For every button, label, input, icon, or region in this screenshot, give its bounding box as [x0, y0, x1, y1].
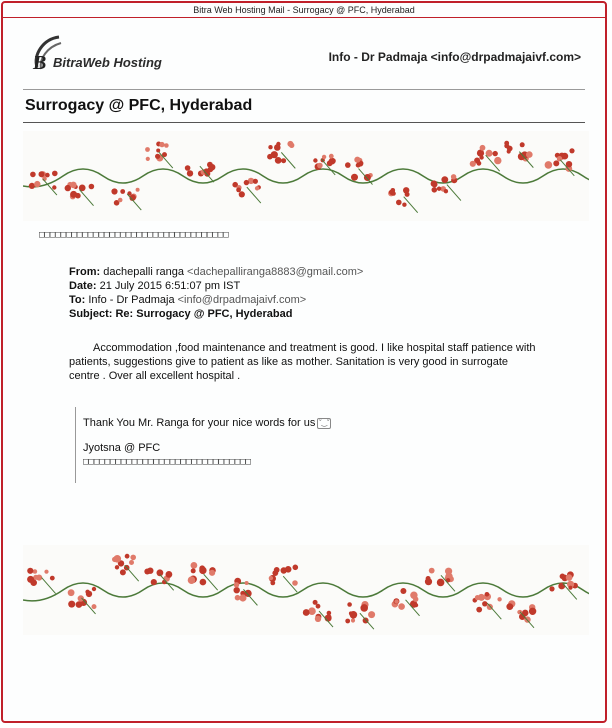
floral-banner-top — [23, 131, 589, 221]
message-body — [69, 341, 539, 383]
garbled-text-line: □□□□□□□□□□□□□□□□□□□□□□□□□□□□□□□□□□□ — [39, 230, 229, 240]
logo-brand: Bitra — [53, 55, 83, 70]
window-title: Bitra Web Hosting Mail - Surrogacy @ PFC, Hyderabad — [3, 3, 605, 18]
divider — [23, 122, 585, 123]
garbled-text-line: □□□□□□□□□□□□□□□□□□□□□□□□□□□□□□□ — [83, 457, 251, 467]
floral-garland-icon — [23, 545, 589, 635]
divider — [23, 89, 585, 90]
account-info: Info - Dr Padmaja <info@drpadmajaivf.com> — [328, 50, 581, 64]
smiley-icon: ˘‿˘ — [319, 419, 330, 427]
to-label: To: — [69, 294, 86, 306]
message-headers — [69, 265, 363, 321]
reply-text — [83, 416, 331, 430]
from-label: From: — [69, 266, 101, 278]
date-row — [69, 279, 363, 293]
to-name: Info - Dr Padmaja — [88, 294, 175, 306]
date-value: 21 July 2015 6:51:07 pm IST — [99, 280, 241, 292]
subject-label: Subject: — [69, 308, 113, 320]
floral-banner-bottom — [23, 545, 589, 635]
floral-garland-icon — [23, 131, 589, 221]
reply-message: Thank You Mr. Ranga for your nice words for us — [83, 417, 316, 429]
from-name: dachepalli ranga — [103, 266, 184, 278]
to-email[interactable]: <info@drpadmajaivf.com> — [177, 294, 307, 306]
page-title: Surrogacy @ PFC, Hyderabad — [25, 97, 253, 114]
bitra-logo — [31, 33, 161, 77]
mail-window — [1, 1, 607, 723]
signature: Jyotsna @ PFC — [83, 442, 161, 454]
quote-bar — [75, 407, 76, 483]
from-row — [69, 265, 363, 279]
subject-value: Re: Surrogacy @ PFC, Hyderabad — [115, 308, 293, 320]
to-row — [69, 293, 363, 307]
date-label: Date: — [69, 280, 97, 292]
subject-row — [69, 307, 363, 321]
logo-text: Web Hosting — [82, 55, 162, 70]
from-email[interactable]: <dachepalliranga8883@gmail.com> — [187, 266, 364, 278]
svg-text:B: B — [33, 52, 47, 73]
message-body-text: Accommodation ,food maintenance and treatment is good. I like hospital staff patience with patients, suggestions give to patient as like as mother. Sanitation is very good in surrogate centre . Over all excellent hospital . — [69, 342, 536, 382]
